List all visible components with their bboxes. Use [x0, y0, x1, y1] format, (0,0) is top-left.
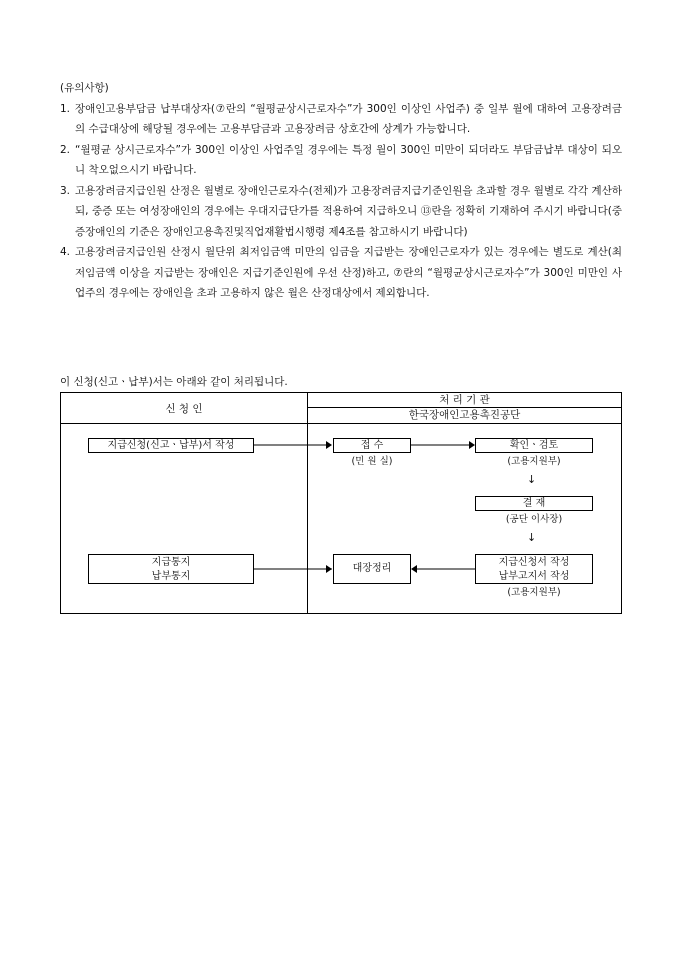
prepare-box	[475, 554, 593, 584]
notes-list	[60, 99, 622, 304]
approval-authority: (공단 이사장)	[505, 514, 563, 525]
note-number: 3.	[60, 184, 71, 197]
note-item-4	[60, 242, 622, 304]
header-divider-right-bottom	[308, 423, 621, 424]
arrow-to-review	[411, 439, 475, 451]
prepare-department: (고용지원부)	[507, 587, 561, 598]
processor-subheader: 한국장애인고용촉진공단	[408, 409, 521, 421]
review-box: 확인ㆍ검토	[475, 438, 593, 453]
payment-notice-label: 지급통지	[151, 557, 191, 568]
process-diagram	[60, 392, 622, 614]
prepare-payment-label: 지급신청서 작성	[498, 557, 570, 568]
note-number: 1.	[60, 102, 71, 115]
note-item-1	[60, 99, 622, 140]
note-number: 4.	[60, 246, 71, 258]
application-write-box: 지급신청(신고ㆍ납부)서 작성	[88, 438, 254, 453]
note-text: 고용장려금지급인원 산정시 월단위 최저임금액 미만의 임금을 지급받는 장애인근로자가 있는 경우에는 별도로 계산(최저임금액 이상을 지급받는 장애인은 지급기준인원에 우선 산정)하고, ⑦란의 “월평균상시근로자수”가 300인 미만인 사업주의 경우에는 장애인을 초과 고용하지 않은 월은 산정대상에서 제외합니다.	[75, 246, 622, 299]
prepare-levy-label: 납부고지서 작성	[498, 571, 570, 582]
arrow-to-receipt	[254, 439, 332, 451]
arrow-to-applicant	[254, 563, 332, 575]
receipt-office: (민 원 실)	[351, 456, 393, 467]
down-arrow-2: ↓	[527, 531, 537, 544]
notice-box	[88, 554, 254, 584]
approval-box: 결 재	[475, 496, 593, 511]
applicant-header: 신 청 인	[165, 403, 203, 415]
header-divider-left	[61, 423, 307, 424]
processor-header: 처 리 기 관	[439, 394, 490, 406]
levy-notice-label: 납부통지	[151, 571, 191, 582]
ledger-box: 대장정리	[333, 554, 411, 584]
note-text: “월평균 상시근로자수”가 300인 이상인 사업주일 경우에는 특정 월이 300인 미만이 되더라도 부담금납부 대상이 되오니 착오없으시기 바랍니다.	[75, 143, 622, 176]
note-text: 고용장려금지급인원 산정은 월별로 장애인근로자수(전체)가 고용장려금지급기준인원을 초과할 경우 월별로 각각 계산하되, 중증 또는 여성장애인의 경우에는 우대지급단가를 적용하여 지급하오니 ⑬란을 정확히 기재하여 주시기 바랍니다(중증장애인의 기준은 장애인고용촉진및직업재활법시행령 제4조를 참고하시기 바랍니다)	[75, 184, 622, 238]
arrow-to-ledger	[411, 563, 475, 575]
notes-section	[60, 78, 622, 304]
note-number: 2.	[60, 143, 71, 156]
notes-heading: (유의사항)	[60, 82, 109, 94]
receipt-box: 접 수	[333, 438, 411, 453]
note-item-2	[60, 140, 622, 181]
review-department: (고용지원부)	[507, 456, 561, 467]
down-arrow-1: ↓	[527, 473, 537, 486]
flow-caption: 이 신청(신고ㆍ납부)서는 아래와 같이 처리됩니다.	[60, 376, 288, 388]
note-text: 장애인고용부담금 납부대상자(⑦란의 “월평균상시근로자수”가 300인 이상인 사업주) 중 일부 월에 대하여 고용장려금의 수급대상에 해당될 경우에는 고용부담금과 고용장려금 상호간에 상계가 가능합니다.	[75, 102, 622, 135]
column-divider	[307, 393, 308, 613]
note-item-3	[60, 181, 622, 243]
